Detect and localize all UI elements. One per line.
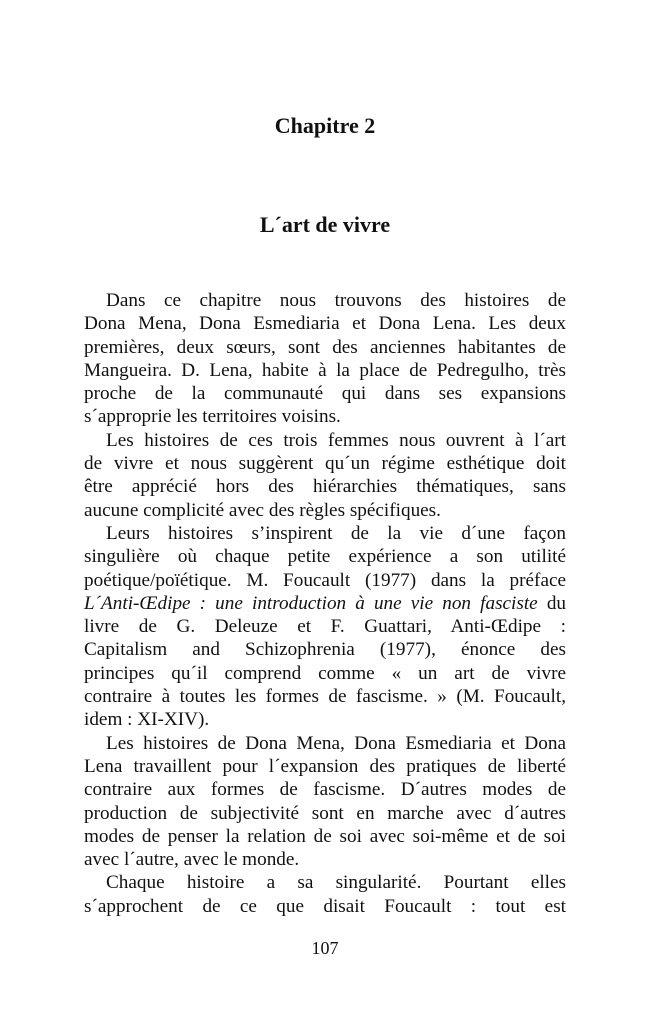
text-line: production de subjectivité sont en marche avec d´autres — [84, 802, 566, 824]
text-line: avec l´autre, avec le monde. — [84, 849, 300, 871]
text-line-mixed — [84, 592, 566, 615]
text-line: Dona Mena, Dona Esmediaria et Dona Lena. Les deux — [84, 313, 566, 335]
text-line: proche de la communauté qui dans ses expansions — [84, 383, 566, 405]
text-fragment: du — [537, 592, 566, 614]
text-line: poétique/poïétique. M. Foucault (1977) dans la préface — [84, 569, 566, 591]
text-line: Mangueira. D. Lena, habite à la place de Pedregulho, très — [84, 359, 566, 381]
text-line: idem : XI-XIV). — [84, 709, 210, 731]
text-line: principes qu´il comprend comme « un art de vivre — [84, 662, 566, 684]
body-text — [84, 289, 566, 918]
text-line: s´approprie les territoires voisins. — [84, 406, 341, 428]
text-line: modes de penser la relation de soi avec soi-même et de soi — [84, 825, 566, 847]
page-number: 107 — [311, 938, 339, 958]
text-line: aucune complicité avec des règles spécifiques. — [84, 499, 441, 521]
text-line: contraire à toutes les formes de fascisme. » (M. Foucault, — [84, 686, 566, 708]
text-line: singulière où chaque petite expérience a son utilité — [84, 546, 566, 568]
text-line: être apprécié hors des hiérarchies thématiques, sans — [84, 476, 566, 498]
text-line: Capitalism and Schizophrenia (1977), énonce des — [84, 639, 566, 661]
text-line: s´approchent de ce que disait Foucault : tout est — [84, 895, 566, 917]
text-line: Leurs histoires s’inspirent de la vie d´une façon — [106, 522, 566, 544]
text-line: Chaque histoire a sa singularité. Pourtant elles — [106, 872, 566, 894]
text-line: Dans ce chapitre nous trouvons des histoires de — [106, 290, 566, 311]
text-line: Les histoires de ces trois femmes nous ouvrent à l´art — [106, 429, 566, 451]
text-line: Les histoires de Dona Mena, Dona Esmediaria et Dona — [106, 732, 566, 754]
text-line: Lena travaillent pour l´expansion des pratiques de liberté — [84, 755, 566, 777]
text-line: premières, deux sœurs, sont des anciennes habitantes de — [84, 336, 566, 358]
text-line: de vivre et nous suggèrent qu´un régime esthétique doit — [84, 453, 566, 475]
chapter-label: Chapitre 2 — [274, 113, 376, 138]
chapter-title: L´art de vivre — [259, 212, 391, 237]
text-line: livre de G. Deleuze et F. Guattari, Anti-Œdipe : — [84, 616, 566, 638]
text-line: contraire aux formes de fascisme. D´autres modes de — [84, 779, 566, 801]
italic-title: L´Anti-Œdipe : une introduction à une vie non fasciste — [84, 592, 538, 614]
